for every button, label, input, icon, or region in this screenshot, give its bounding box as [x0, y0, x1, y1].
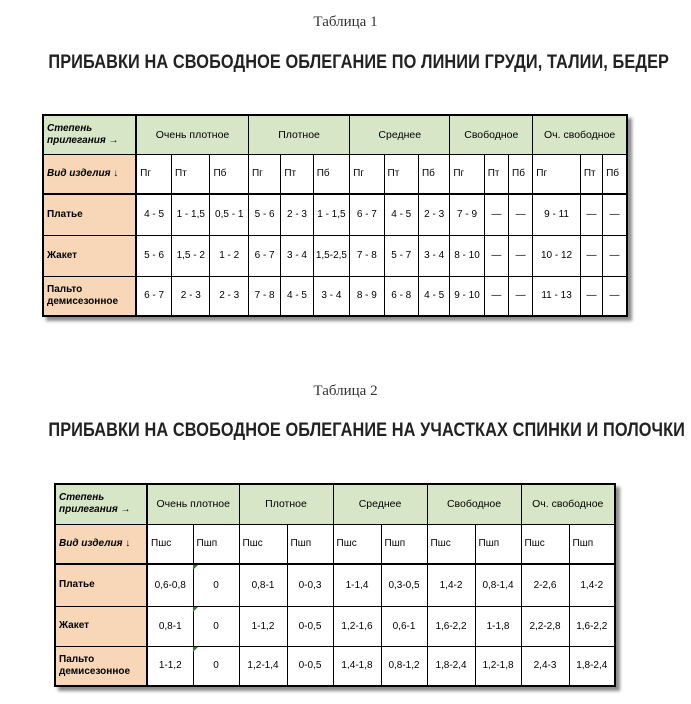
row-label: Платье: [43, 194, 136, 235]
table-cell: 0,3-0,5: [381, 564, 427, 606]
table-cell: —: [580, 276, 602, 316]
table-cell: 6 - 8: [384, 276, 418, 316]
table-cell: 3 - 4: [281, 235, 313, 276]
table-row: [43, 194, 627, 235]
table1-caption: Таблица 1: [313, 14, 378, 30]
table-cell: 1,6-2,2: [427, 606, 475, 646]
table1-subheader: Пт: [172, 154, 210, 194]
table1-subheader: Пб: [509, 154, 533, 194]
table2-caption: Таблица 2: [313, 383, 378, 399]
table-cell: 2,4-3: [521, 646, 569, 686]
table2-corner-bottom: Вид изделия ↓: [55, 524, 147, 564]
table1-subheader: Пт: [484, 154, 508, 194]
table-cell: —: [603, 194, 627, 235]
table-row: [55, 564, 615, 606]
table-cell: 2 - 3: [418, 194, 449, 235]
table-cell: 1 - 1,5: [172, 194, 210, 235]
table-cell: 0,8-1: [239, 564, 287, 606]
table2-subheader: Пшп: [287, 524, 333, 564]
table2-group-header: Свободное: [427, 484, 521, 524]
table-cell: 4 - 5: [418, 276, 449, 316]
table-cell: 1,4-2: [427, 564, 475, 606]
table2-group-header: Среднее: [333, 484, 427, 524]
table-cell: 0,8-1: [147, 606, 193, 646]
cell-note-marker: [193, 607, 198, 612]
table-cell: 1 - 1,5: [313, 194, 349, 235]
row-label: Платье: [55, 564, 147, 606]
table-cell: 8 - 10: [450, 235, 484, 276]
table-cell: 0,6-1: [381, 606, 427, 646]
table2: [54, 483, 616, 687]
table2-subheader: Пшп: [193, 524, 239, 564]
table-cell: 9 - 10: [450, 276, 484, 316]
table-cell: 1,8-2,4: [569, 646, 615, 686]
table1-subheader: Пб: [418, 154, 449, 194]
table-cell: 2 - 3: [172, 276, 210, 316]
table-cell: 5 - 6: [136, 235, 171, 276]
table-row: [55, 606, 615, 646]
table1-subheader: Пг: [248, 154, 280, 194]
table-cell: 1,5-2,5: [313, 235, 349, 276]
table-cell: 0-0,5: [287, 646, 333, 686]
table-cell: 1,2-1,4: [239, 646, 287, 686]
table-cell: 0,5 - 1: [210, 194, 248, 235]
table-cell: 2 - 3: [281, 194, 313, 235]
table1-subheader: Пт: [384, 154, 418, 194]
table-row: [43, 276, 627, 316]
table-cell: 1,2-1,6: [333, 606, 381, 646]
table1-subheader: Пг: [450, 154, 484, 194]
table-cell: 0: [193, 564, 239, 606]
table-cell: 2,2-2,8: [521, 606, 569, 646]
table1-subheader: Пг: [136, 154, 171, 194]
table-cell: 11 - 13: [533, 276, 581, 316]
row-label: Жакет: [43, 235, 136, 276]
table-cell: 3 - 4: [313, 276, 349, 316]
table2-group-header: Плотное: [239, 484, 333, 524]
table1-group-header: Очень плотное: [136, 115, 248, 154]
table-cell: 9 - 11: [533, 194, 581, 235]
table-cell: 7 - 8: [248, 276, 280, 316]
table-cell: 5 - 6: [248, 194, 280, 235]
table-cell: 0: [193, 606, 239, 646]
table1-subheader: Пб: [313, 154, 349, 194]
table-cell: 1,6-2,2: [569, 606, 615, 646]
table-cell: 2-2,6: [521, 564, 569, 606]
table2-subheader: Пшс: [427, 524, 475, 564]
table-cell: 8 - 9: [350, 276, 384, 316]
table-cell: —: [484, 194, 508, 235]
table-cell: 1-1,2: [147, 646, 193, 686]
table1-subheader: Пт: [580, 154, 602, 194]
table-cell: —: [580, 235, 602, 276]
table-cell: 2 - 3: [210, 276, 248, 316]
table1-subheader: Пг: [533, 154, 581, 194]
table-cell: 1,8-2,4: [427, 646, 475, 686]
table-cell: 4 - 5: [136, 194, 171, 235]
table2-subheader: Пшп: [381, 524, 427, 564]
table2-subheader: Пшс: [239, 524, 287, 564]
table1-group-header: Оч. свободное: [533, 115, 627, 154]
row-label: Пальто демисезонное: [43, 276, 136, 316]
table-cell: —: [580, 194, 602, 235]
table2-subheader: Пшс: [147, 524, 193, 564]
table2-subheader: Пшс: [521, 524, 569, 564]
table-cell: 1,5 - 2: [172, 235, 210, 276]
table-cell: —: [603, 276, 627, 316]
table-cell: 0: [193, 646, 239, 686]
table-cell: —: [509, 194, 533, 235]
table-cell: 6 - 7: [136, 276, 171, 316]
table-cell: —: [484, 235, 508, 276]
table-cell: 5 - 7: [384, 235, 418, 276]
table1-group-header: Свободное: [450, 115, 533, 154]
table2-subheader: Пшп: [569, 524, 615, 564]
table-cell: 7 - 9: [450, 194, 484, 235]
table-cell: 7 - 8: [350, 235, 384, 276]
table-cell: 0-0,3: [287, 564, 333, 606]
cell-note-marker: [193, 647, 198, 652]
table-cell: 1-1,4: [333, 564, 381, 606]
row-label: Жакет: [55, 606, 147, 646]
table-cell: 4 - 5: [384, 194, 418, 235]
table-cell: 1,2-1,8: [475, 646, 521, 686]
table-cell: 1,4-2: [569, 564, 615, 606]
table-cell: —: [603, 235, 627, 276]
table2-subheader: Пшп: [475, 524, 521, 564]
table-cell: 0,8-1,4: [475, 564, 521, 606]
table1-corner-bottom: Вид изделия ↓: [43, 154, 136, 194]
table1-corner-top: Степень прилегания →: [43, 115, 136, 154]
table1-subheader: Пб: [603, 154, 627, 194]
table1-heading: ПРИБАВКИ НА СВОБОДНОЕ ОБЛЕГАНИЕ ПО ЛИНИИ ГРУДИ, ТАЛИИ, БЕДЕР: [48, 52, 670, 73]
table-cell: 6 - 7: [248, 235, 280, 276]
table-cell: 6 - 7: [350, 194, 384, 235]
table-cell: 4 - 5: [281, 276, 313, 316]
table-cell: —: [509, 235, 533, 276]
table2-group-header: Очень плотное: [147, 484, 239, 524]
table-row: [55, 646, 615, 686]
table-cell: 10 - 12: [533, 235, 581, 276]
table2-subheader: Пшс: [333, 524, 381, 564]
row-label: Пальто демисезонное: [55, 646, 147, 686]
table1-subheader: Пб: [210, 154, 248, 194]
table2-heading: ПРИБАВКИ НА СВОБОДНОЕ ОБЛЕГАНИЕ НА УЧАСТКАХ СПИНКИ И ПОЛОЧКИ: [48, 420, 686, 441]
table2-group-header: Оч. свободное: [521, 484, 615, 524]
table-cell: 1,4-1,8: [333, 646, 381, 686]
table2-corner-top: Степень прилегания →: [55, 484, 147, 524]
cell-note-marker: [193, 565, 198, 570]
table1-subheader: Пг: [350, 154, 384, 194]
table-cell: 0-0,5: [287, 606, 333, 646]
table1-subheader: Пт: [281, 154, 313, 194]
table1-group-header: Среднее: [350, 115, 450, 154]
table-cell: 0,8-1,2: [381, 646, 427, 686]
table-row: [43, 235, 627, 276]
table-cell: 1-1,2: [239, 606, 287, 646]
table-cell: 3 - 4: [418, 235, 449, 276]
table-cell: 1 - 2: [210, 235, 248, 276]
table-cell: 1-1,8: [475, 606, 521, 646]
table-cell: —: [484, 276, 508, 316]
table-cell: —: [509, 276, 533, 316]
table-cell: 0,6-0,8: [147, 564, 193, 606]
table1: [42, 114, 628, 317]
table1-group-header: Плотное: [248, 115, 349, 154]
